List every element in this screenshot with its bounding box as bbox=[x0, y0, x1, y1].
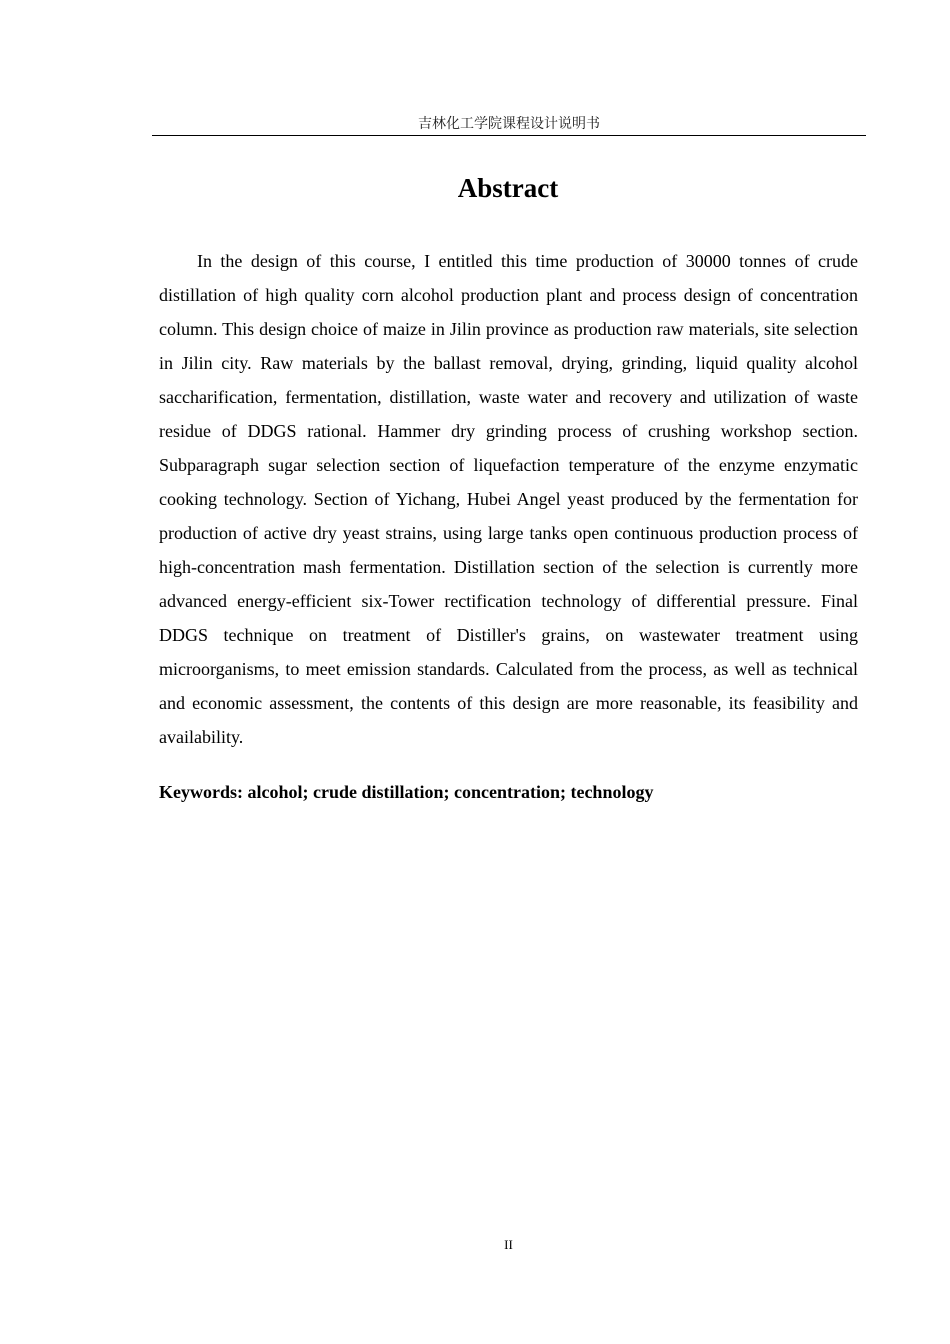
page-number: II bbox=[504, 1237, 513, 1252]
keywords-line: Keywords: alcohol; crude distillation; concentration; technology bbox=[159, 782, 654, 802]
abstract-body: In the design of this course, I entitled this time production of 30000 tonnes of crude distillation of high quality corn alcohol production plant and process design of concentration column. This design choice of maize in Jilin province as production raw materials, site selection in Jilin city. Raw materials by the ballast removal, drying, grinding, liquid quality alcohol saccharification, fermentation, distillation, waste water and recovery and utilization of waste residue of DDGS rational. Hammer dry grinding process of crushing workshop section. Subparagraph sugar selection section of liquefaction temperature of the enzyme enzymatic cooking technology. Section of Yichang, Hubei Angel yeast produced by the fermentation for production of active dry yeast strains, using large tanks open continuous production process of high-concentration mash fermentation. Distillation section of the selection is currently more advanced energy-efficient six-Tower rectification technology of differential pressure. Final DDGS technique on treatment of Distiller's grains, on wastewater treatment using microorganisms, to meet emission standards. Calculated from the process, as well as technical and economic assessment, the contents of this design are more reasonable, its feasibility and availability. bbox=[159, 251, 858, 747]
running-header: 吉林化工学院课程设计说明书 bbox=[152, 113, 866, 136]
abstract-title: Abstract bbox=[457, 173, 559, 203]
